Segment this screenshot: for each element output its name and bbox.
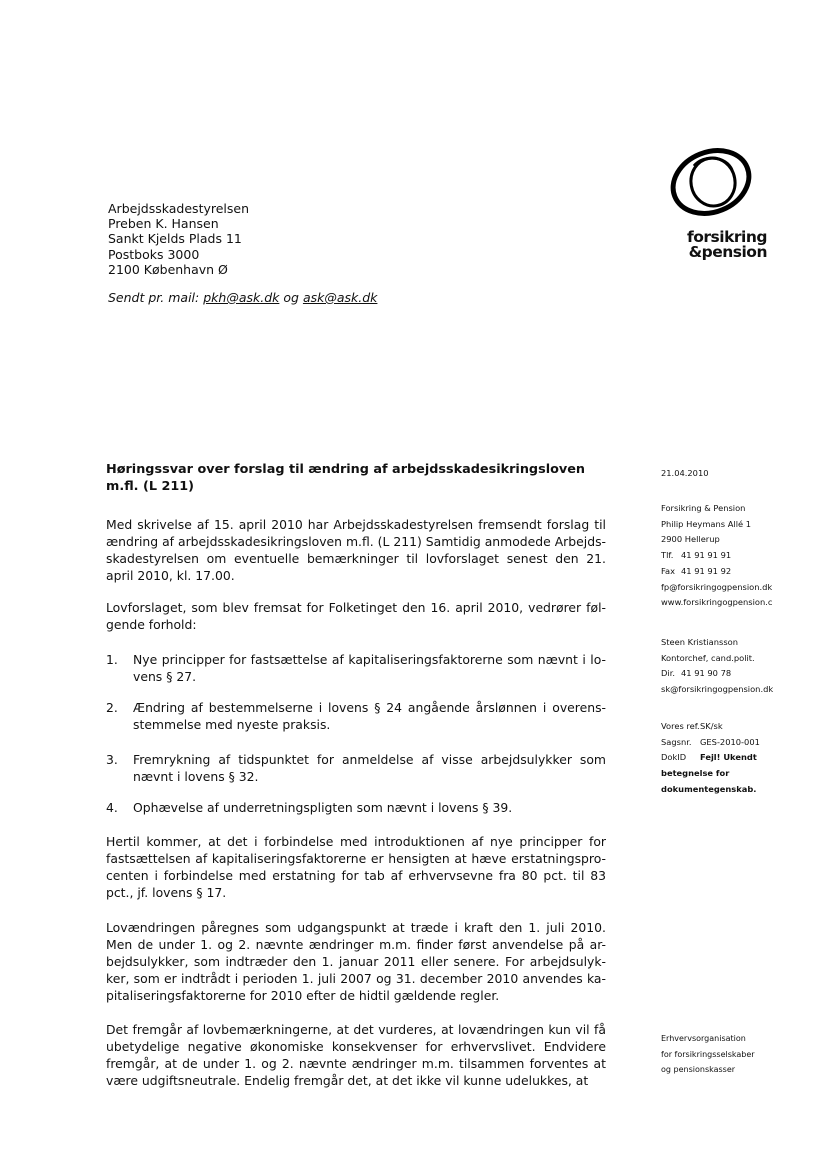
paragraph-5: Det fremgår af lovbemærkningerne, at det vurderes, at lovændringen kun vil få ubetydelige negative økonomiske konsekvenser for erhvervslivet. Endvidere fremgår, at de under 1. og 2. nævnte ændringer m.m. tilsammen forventes at være udgiftsneutrale. Endelig fremgår det, at det ikke vil kunne udelukkes, at bbox=[106, 1022, 606, 1088]
recipient-line: 2100 København Ø bbox=[108, 261, 228, 277]
list-item-text: Ophævelse af underretningspligten som nævnt i lovens § 39. bbox=[133, 800, 513, 815]
fax-label: Fax bbox=[661, 565, 676, 576]
email-link-1[interactable]: pkh@ask.dk bbox=[203, 290, 280, 305]
our-reference bbox=[661, 719, 760, 735]
list-item-text: Ændring af bestemmelserne i lovens § 24 angående årslønnen i overens-stemmelse med nyeste praksis. bbox=[133, 700, 606, 732]
case-value: GES-2010-001 bbox=[700, 736, 760, 747]
fax-value: 41 91 91 92 bbox=[681, 565, 732, 576]
logo-text-line1: forsikring bbox=[687, 228, 767, 246]
footer-line: Erhvervsorganisation bbox=[661, 1034, 746, 1043]
contact-email[interactable]: sk@forsikringogpension.dk bbox=[661, 684, 774, 695]
paragraph-3: Hertil kommer, at det i forbindelse med introduktionen af nye principper for fastsættelsen af kapitaliseringsfaktorerne er hensigten at hæve erstatningspro-centen i forbindelse med erstatning for tab af erhvervsevne fra 80 pct. til 83 pct., jf. lovens § 17. bbox=[106, 834, 606, 900]
recipient-line: Sankt Kjelds Plads 11 bbox=[108, 231, 242, 247]
direct-value: 41 91 90 78 bbox=[681, 668, 732, 679]
list-item-text: Nye principper for fastsættelse af kapitaliseringsfaktorerne som nævnt i lo-vens § 27. bbox=[133, 652, 606, 684]
paragraph-2: Lovforslaget, som blev fremsat for Folketinget den 16. april 2010, vedrører føl-gende forhold: bbox=[106, 600, 606, 632]
list-item-number: 2. bbox=[106, 700, 118, 715]
paragraph-1: Med skrivelse af 15. april 2010 har Arbejdsskadestyrelsen fremsendt forslag til ændring af arbejdsskadesikringsloven m.fl. (L 211) Samtidig anmodede Arbejds-skadestyrelsen om eventuelle bemærkninger til lovforslaget senest den 21. april 2010, kl. 17.00. bbox=[106, 517, 606, 583]
sender-website[interactable]: www.forsikringogpension.c bbox=[661, 597, 773, 608]
sender-org: Forsikring & Pension bbox=[661, 503, 746, 513]
phone-label: Tlf. bbox=[661, 550, 674, 561]
doc-id-value: Fejl! Ukendt bbox=[700, 752, 757, 763]
contact-title: Kontorchef, cand.polit. bbox=[661, 652, 755, 663]
list-item bbox=[106, 751, 606, 785]
recipient-line: Arbejdsskadestyrelsen bbox=[108, 201, 250, 216]
footer-line: for forsikringsselskaber bbox=[661, 1049, 755, 1059]
ref-value: SK/sk bbox=[700, 721, 723, 731]
case-label: Sagsnr. bbox=[661, 736, 692, 747]
recipient-line: Postboks 3000 bbox=[108, 246, 200, 262]
recipient-address bbox=[108, 201, 249, 277]
list-item-number: 4. bbox=[106, 800, 118, 815]
sender-address-line: 2900 Hellerup bbox=[661, 534, 720, 545]
doc-id-value-cont: dokumentegenskab. bbox=[661, 783, 757, 794]
recipient-line: Preben K. Hansen bbox=[108, 216, 219, 232]
sender-phone bbox=[661, 548, 772, 564]
organisation-footer bbox=[661, 1031, 755, 1078]
contact-direct-phone bbox=[661, 666, 773, 682]
logo-text-line2: &pension bbox=[688, 243, 767, 261]
contact-name: Steen Kristiansson bbox=[661, 637, 738, 647]
sent-by-mail-line bbox=[108, 290, 377, 305]
paragraph-4: Lovændringen påregnes som udgangspunkt at træde i kraft den 1. juli 2010. Men de under 1. og 2. nævnte ændringer m.m. finder først anvendelse på ar-bejdsulykker, som indtræder den 1. januar 2011 eller senere. For arbejdsulyk-ker, som er indtrådt i perioden 1. juli 2007 og 31. december 2010 anvendes ka-pitaliseringsfaktorerne for 2010 efter de hidtil gældende regler. bbox=[106, 920, 606, 1003]
logo-swirl-icon bbox=[664, 146, 756, 222]
list-item bbox=[106, 699, 606, 733]
reference-block bbox=[661, 719, 760, 798]
list-item bbox=[106, 799, 606, 816]
sender-address-block bbox=[661, 501, 772, 611]
sent-joiner: og bbox=[283, 290, 299, 305]
email-link-2[interactable]: ask@ask.dk bbox=[302, 290, 378, 305]
list-item-text: Fremrykning af tidspunktet for anmeldelse af visse arbejdsulykker som nævnt i lovens § 32. bbox=[133, 752, 606, 784]
list-item-number: 3. bbox=[106, 752, 118, 767]
phone-value: 41 91 91 91 bbox=[681, 550, 732, 561]
footer-line: og pensionskasser bbox=[661, 1065, 736, 1075]
letter-heading: Høringssvar over forslag til ændring af arbejdsskadesikringsloven m.fl. (L 211) bbox=[106, 462, 586, 494]
contact-person-block bbox=[661, 635, 773, 698]
sender-email[interactable]: fp@forsikringogpension.dk bbox=[661, 581, 773, 592]
doc-id-label: DokID bbox=[661, 752, 687, 763]
company-logo bbox=[652, 146, 768, 264]
sent-prefix: Sendt pr. mail: bbox=[108, 290, 200, 305]
doc-id-value-cont: betegnelse for bbox=[661, 768, 730, 779]
list-item-number: 1. bbox=[106, 652, 118, 667]
ref-label: Vores ref. bbox=[661, 721, 700, 731]
case-number bbox=[661, 735, 760, 751]
sender-fax bbox=[661, 564, 772, 580]
doc-id bbox=[661, 750, 760, 766]
direct-label: Dir. bbox=[661, 668, 675, 679]
sender-address-line: Philip Heymans Allé 1 bbox=[661, 518, 752, 529]
letter-date: 21.04.2010 bbox=[661, 468, 709, 478]
list-item bbox=[106, 651, 606, 685]
